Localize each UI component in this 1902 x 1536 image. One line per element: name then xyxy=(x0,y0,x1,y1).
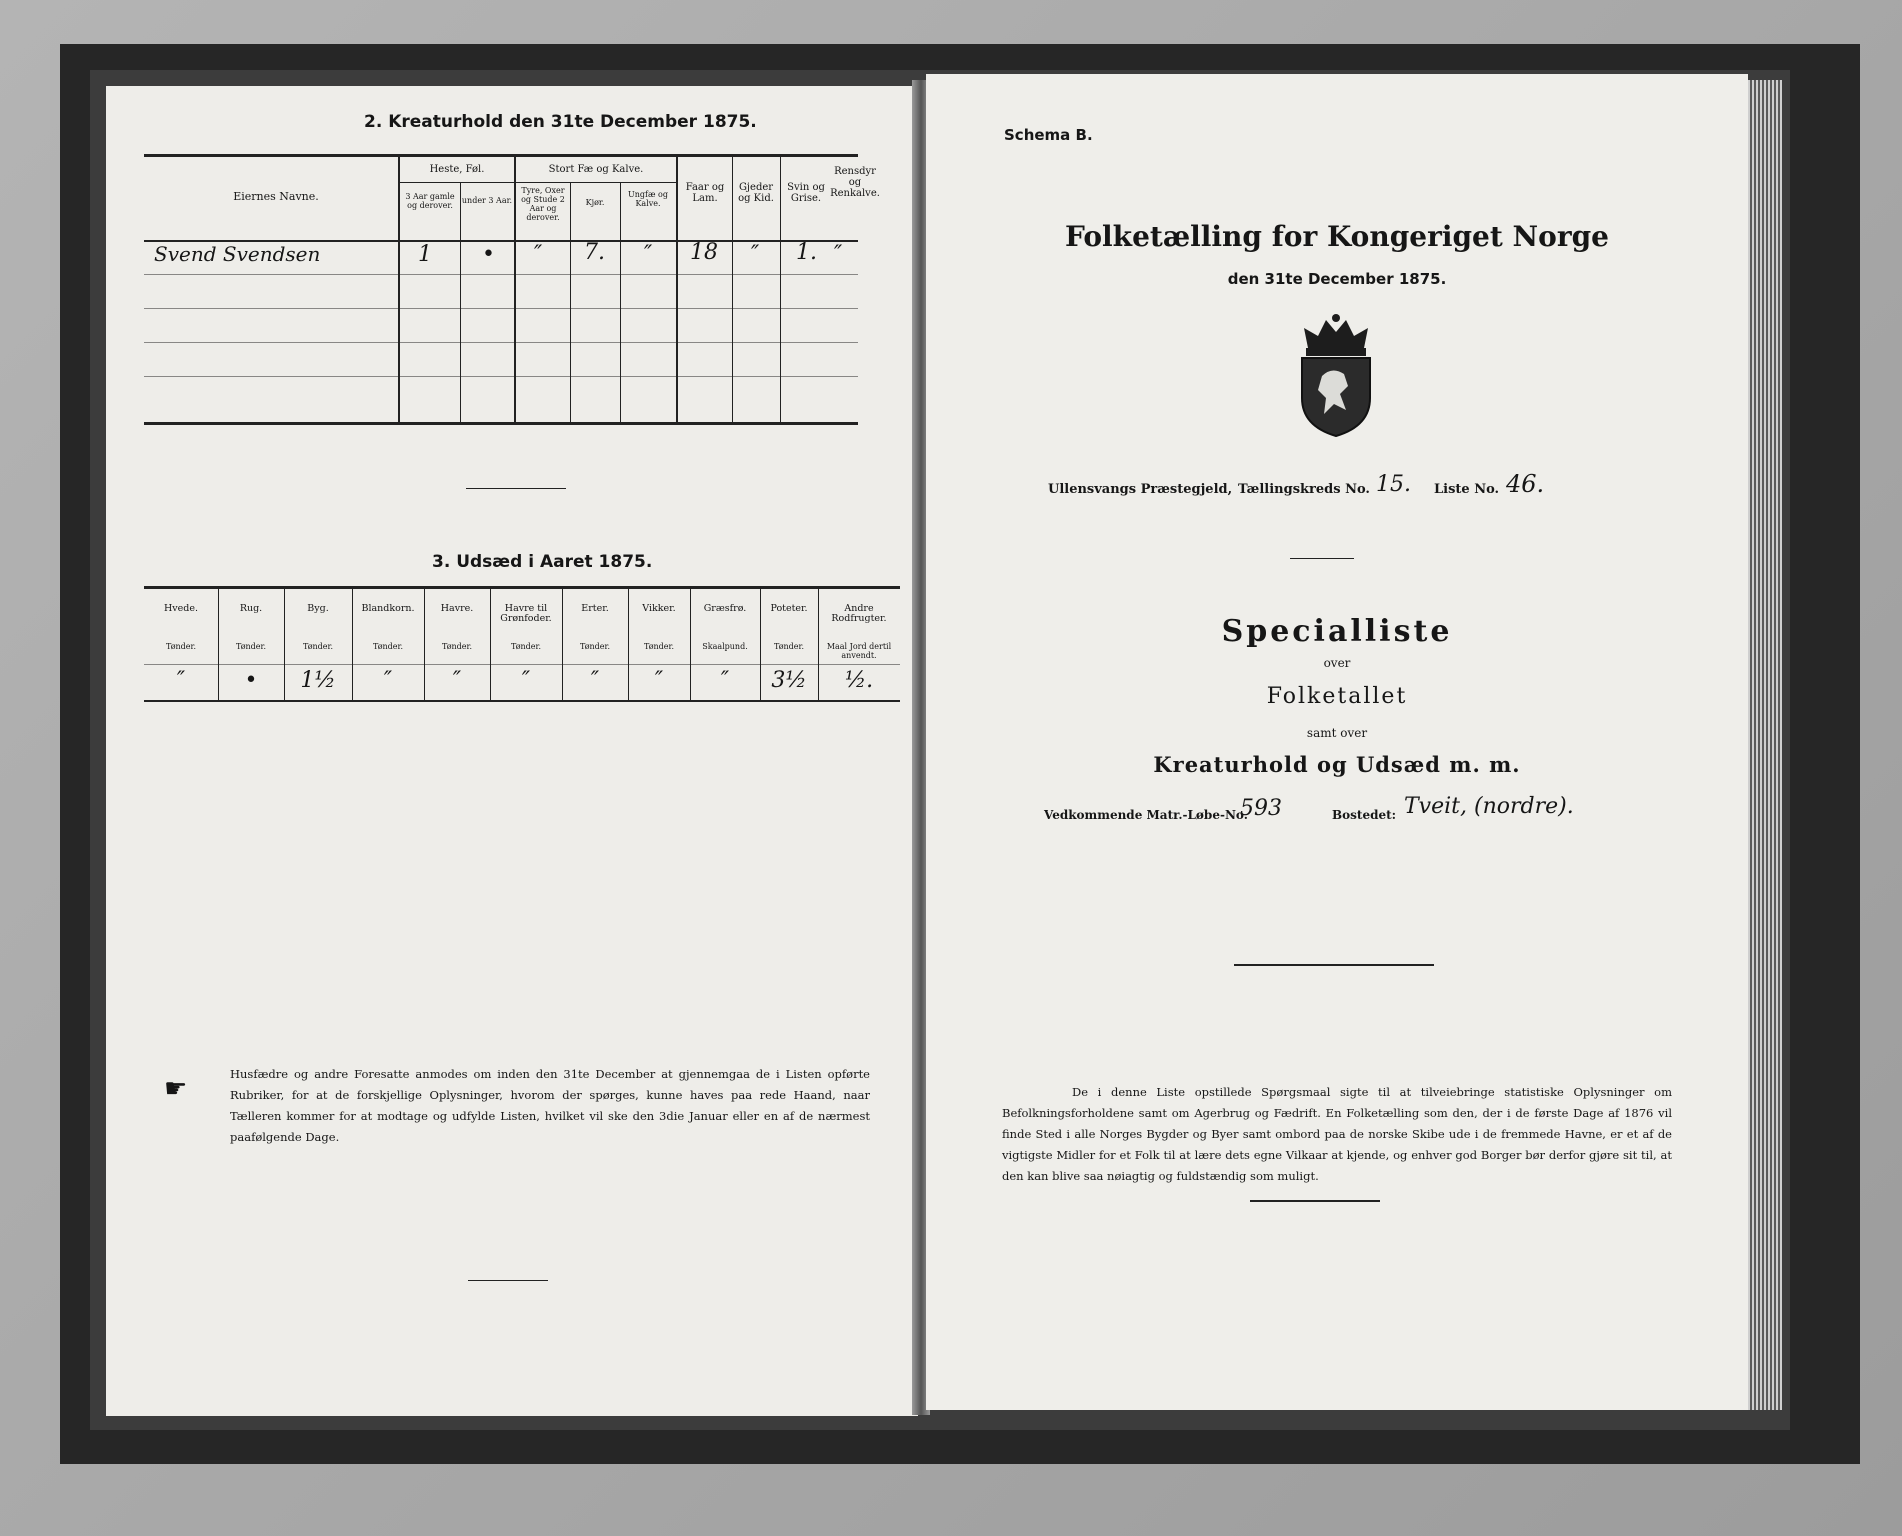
table3-value: ″ xyxy=(176,668,186,693)
col-faar-header: Faar og Lam. xyxy=(685,182,725,204)
table3-value: ″ xyxy=(521,668,531,693)
main-title: Folketælling for Kongeriget Norge xyxy=(1065,220,1609,253)
table2-row-line xyxy=(144,308,858,309)
table3-header: Havre til Grønfoder. xyxy=(500,603,552,624)
table3-value: ″ xyxy=(720,668,730,693)
col-heste-b-header: under 3 Aar. xyxy=(461,196,513,205)
table3-unit: Tønder. xyxy=(643,642,675,651)
divider xyxy=(1250,1200,1380,1202)
table3-unit: Tønder. xyxy=(579,642,611,651)
table3-header: Poteter. xyxy=(770,603,808,614)
table3-row-line xyxy=(144,664,900,665)
right-page xyxy=(926,74,1748,1410)
divider xyxy=(468,1280,548,1281)
table2-col-line xyxy=(570,182,571,424)
table3-value: ″ xyxy=(590,668,600,693)
table2-row-line xyxy=(144,376,858,377)
table3-header: Hvede. xyxy=(164,603,198,614)
table2-bottom-rule xyxy=(144,422,858,425)
bostedet-value: Tveit, (nordre). xyxy=(1404,794,1574,819)
table3-header: Rug. xyxy=(239,603,263,614)
col-rensdyr-header: Rensdyr og Renkalve. xyxy=(830,166,880,199)
table3-unit: Tønder. xyxy=(235,642,267,651)
table3-unit: Tønder. xyxy=(441,642,473,651)
col-stort-b-header: Kjør. xyxy=(585,198,605,207)
folketallet-title: Folketallet xyxy=(1266,684,1408,709)
table2-col-line xyxy=(620,182,621,424)
specialliste-title: Specialliste xyxy=(1221,614,1453,649)
table3-header: Havre. xyxy=(440,603,474,614)
table3-unit: Tønder. xyxy=(372,642,404,651)
table2-subheader-rule xyxy=(400,182,676,183)
kreds-label: Tællingskreds No. xyxy=(1238,482,1370,497)
table3-unit: Maal Jord dertil anvendt. xyxy=(826,642,892,660)
table3-unit: Tønder. xyxy=(165,642,197,651)
table3-unit: Tønder. xyxy=(302,642,334,651)
table2-row-line xyxy=(144,274,858,275)
stort-b-value: 7. xyxy=(584,240,605,265)
table3-header: Byg. xyxy=(307,603,329,614)
table3-unit: Skaalpund. xyxy=(702,642,748,651)
table3-value: ″ xyxy=(383,668,393,693)
table3-header: Vikker. xyxy=(642,603,676,614)
heste-a-value: 1 xyxy=(418,242,432,267)
section2-title: 2. Kreaturhold den 31te December 1875. xyxy=(364,112,757,132)
left-page xyxy=(106,86,918,1416)
divider xyxy=(1234,964,1434,966)
table3-value: ″ xyxy=(452,668,462,693)
col-heste-a-header: 3 Aar gamle og derover. xyxy=(405,192,455,210)
table3-bottom-rule xyxy=(144,700,900,702)
table3-unit: Tønder. xyxy=(510,642,542,651)
faar-value: 18 xyxy=(690,240,718,265)
footer-paragraph: De i denne Liste opstillede Spørgsmaal sigte til at tilveiebringe statistiske Oplysninger om Befolkningsforholdene samt om Agerbrug og Fædrift. En Folketælling som den, der i de første Dage af 1876 vil finde Sted i alle Norges Bygder og Byer samt ombord paa de norske Skibe ude i de fremmede Havne, er et af de vigtigste Midler for et Folk til at lære dets egne Vilkaar at kjende, og enhver god Borger bør derfor gjøre sit til, at den kan blive saa nøiagtig og fuldstændig som muligt. xyxy=(1002,1085,1672,1183)
svin-value: 1. xyxy=(796,240,817,265)
table2-top-rule xyxy=(144,154,858,157)
prestegjeld-label: Ullensvangs Præstegjeld, xyxy=(1048,482,1233,497)
liste-label: Liste No. xyxy=(1434,482,1500,497)
over-label: over xyxy=(1323,656,1351,670)
col-stort-c-header: Ungfæ og Kalve. xyxy=(628,190,668,208)
col-heste-header: Heste, Føl. xyxy=(429,164,485,175)
table3-unit: Tønder. xyxy=(773,642,805,651)
stort-a-value: ″ xyxy=(534,242,543,267)
table2-col-line xyxy=(460,182,461,424)
table3-value: • xyxy=(244,668,258,693)
coat-of-arms-icon xyxy=(1288,314,1384,438)
table3-header: Andre Rodfrugter. xyxy=(831,603,887,624)
table3-value: ½. xyxy=(844,668,874,693)
liste-value: 46. xyxy=(1506,470,1545,498)
table2-row-line xyxy=(144,342,858,343)
pointing-hand-icon: ☛ xyxy=(164,1074,188,1104)
col-stort-a-header: Tyre, Oxer og Stude 2 Aar og derover. xyxy=(521,186,565,222)
schema-label: Schema B. xyxy=(1004,126,1093,144)
col-gjeder-header: Gjeder og Kid. xyxy=(738,182,774,204)
table3-value: 3½ xyxy=(771,668,807,693)
samt-over-label: samt over xyxy=(1306,726,1368,740)
date-line: den 31te December 1875. xyxy=(1227,270,1447,288)
table3-value: 1½ xyxy=(300,668,336,693)
owner-name: Svend Svendsen xyxy=(154,242,321,266)
rensdyr-value: ″ xyxy=(834,242,843,267)
col-svin-header: Svin og Grise. xyxy=(787,182,825,204)
bostedet-label: Bostedet: xyxy=(1332,808,1397,822)
table3-header: Blandkorn. xyxy=(361,603,415,614)
table3-top-rule xyxy=(144,586,900,589)
stort-c-value: ″ xyxy=(644,242,653,267)
gjeder-value: ″ xyxy=(751,242,760,267)
notice-paragraph: Husfædre og andre Foresatte anmodes om inden den 31te December at gjennemgaa de i Listen opførte Rubriker, for at de forskjellige Oplysninger, hvorom der spørges, kunne haves paa rede Haand, naar Tælleren kommer for at modtage og udfylde Listen, hvilket vil ske den 3die Januar eller en af de nærmest paafølgende Dage. xyxy=(230,1067,870,1144)
table3-header: Græsfrø. xyxy=(703,603,747,614)
divider xyxy=(466,488,566,489)
matr-value: 593 xyxy=(1240,796,1282,821)
table3-header: Erter. xyxy=(581,603,609,614)
kreds-value: 15. xyxy=(1376,472,1411,497)
table3-value: ″ xyxy=(654,668,664,693)
heste-b-value: • xyxy=(482,242,495,267)
section3-title: 3. Udsæd i Aaret 1875. xyxy=(432,552,653,572)
col-owner-header: Eiernes Navne. xyxy=(233,190,319,203)
kreaturhold-title: Kreaturhold og Udsæd m. m. xyxy=(1153,752,1521,777)
matr-label: Vedkommende Matr.-Løbe-No. xyxy=(1044,808,1248,822)
page-edges xyxy=(1748,80,1782,1410)
col-stort-header: Stort Fæ og Kalve. xyxy=(548,164,644,175)
divider xyxy=(1290,558,1354,559)
